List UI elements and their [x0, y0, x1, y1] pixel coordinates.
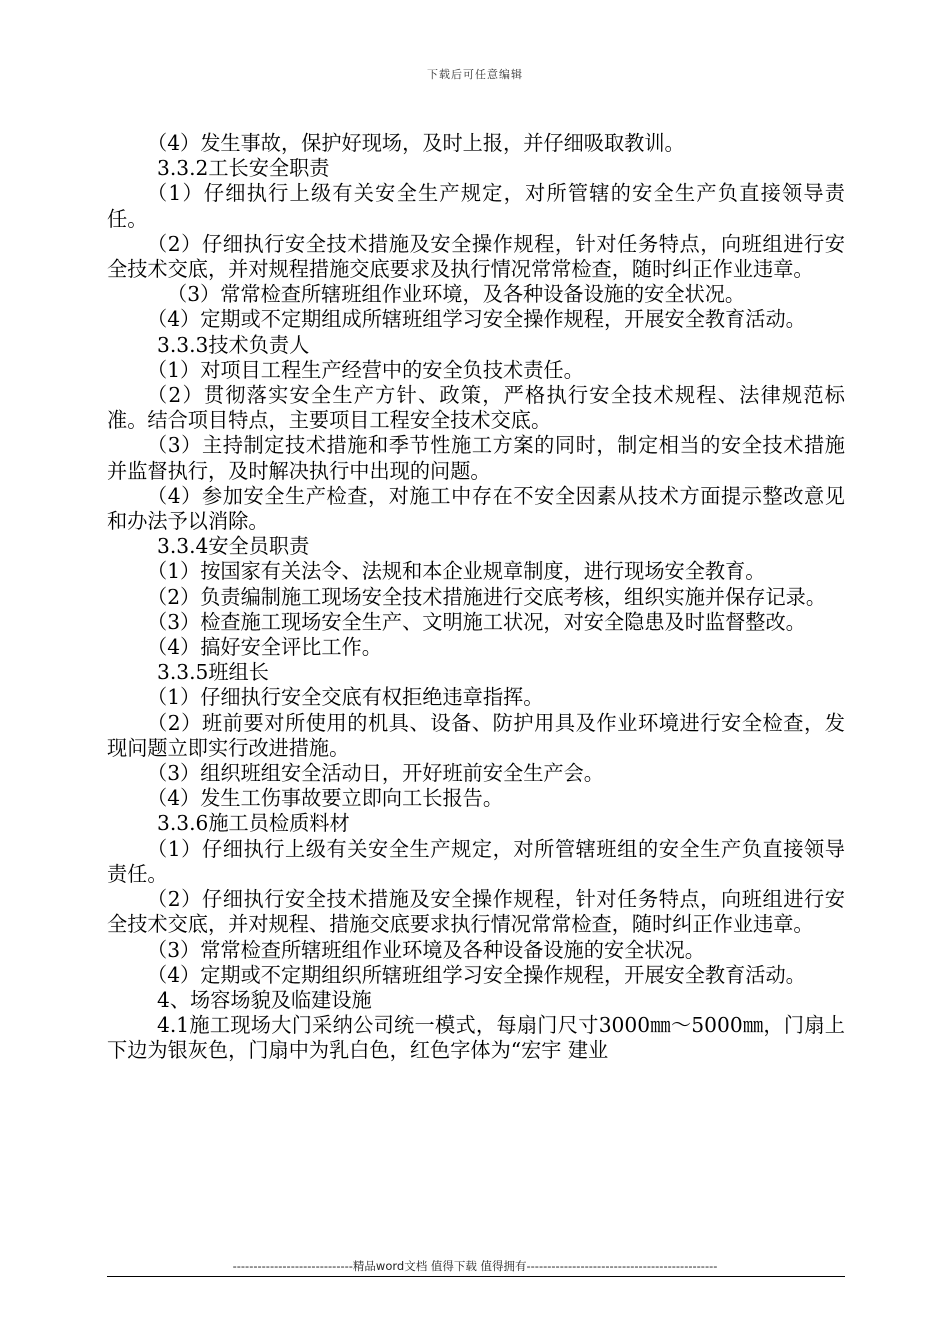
- paragraph: （2）负责编制施工现场安全技术措施进行交底考核，组织实施并保存记录。: [147, 584, 827, 609]
- page-header: 下载后可任意编辑: [427, 68, 523, 81]
- paragraph: （1）对项目工程生产经营中的安全负技术责任。: [147, 357, 584, 382]
- paragraph: （4）定期或不定期组织所辖班组学习安全操作规程，开展安全教育活动。: [147, 962, 806, 987]
- paragraph: （2）仔细执行安全技术措施及安全操作规程，针对任务特点，向班组进行安全技术交底，并对规程措施交底要求及执行情况常常检查，随时纠正作业违章。: [107, 231, 845, 282]
- paragraph: （2）仔细执行安全技术措施及安全操作规程，针对任务特点，向班组进行安全技术交底，并对规程、措施交底要求执行情况常常检查，随时纠正作业违章。: [107, 887, 845, 937]
- paragraph: （3）主持制定技术措施和季节性施工方案的同时，制定相当的安全技术措施并监督执行，及时解决执行中出现的问题。: [107, 433, 845, 483]
- paragraph: （4）定期或不定期组成所辖班组学习安全操作规程，开展安全教育活动。: [147, 307, 806, 332]
- paragraph: （2）班前要对所使用的机具、设备、防护用具及作业环境进行安全检查，发现问题立即实行改进措施。: [107, 710, 845, 760]
- paragraph: （1）仔细执行上级有关安全生产规定，对所管辖的安全生产负直接领导责任。: [107, 181, 845, 231]
- paragraph: 3.3.2工长安全职责: [157, 156, 330, 181]
- paragraph: 3.3.3技术负责人: [157, 332, 310, 357]
- footer-rule: [107, 1276, 845, 1277]
- paragraph: （4）发生事故，保护好现场，及时上报，并仔细吸取教训。: [147, 131, 685, 155]
- paragraph: 3.3.5班组长: [157, 660, 269, 685]
- page-footer: -----------------------------精品word文档 值得下载 值得拥有----------------------------------------------: [232, 1259, 718, 1273]
- paragraph: （4）参加安全生产检查，对施工中存在不安全因素从技术方面提示整改意见和办法予以消除。: [107, 483, 845, 534]
- document-body: [107, 131, 845, 1064]
- paragraph: （2）贯彻落实安全生产方针、政策，严格执行安全技术规程、法律规范标准。结合项目特点，主要项目工程安全技术交底。: [107, 383, 845, 433]
- paragraph: （4）发生工伤事故要立即向工长报告。: [147, 786, 504, 811]
- paragraph: 3.3.6施工员检质料材: [157, 811, 350, 836]
- paragraph: （1）仔细执行上级有关安全生产规定，对所管辖班组的安全生产负直接领导责任。: [107, 836, 845, 886]
- paragraph: 3.3.4安全员职责: [157, 534, 310, 559]
- paragraph: （3）组织班组安全活动日，开好班前安全生产会。: [147, 761, 604, 786]
- paragraph: （1）按国家有关法令、法规和本企业规章制度，进行现场安全教育。: [147, 559, 766, 584]
- paragraph: 4.1施工现场大门采纳公司统一模式，每扇门尺寸3000㎜～5000㎜，门扇上下边为银灰色，门扇中为乳白色，红色字体为“宏宇 建业: [107, 1013, 845, 1063]
- paragraph: （3）常常检查所辖班组作业环境，及各种设备设施的安全状况。: [167, 282, 746, 307]
- paragraph: （3）常常检查所辖班组作业环境及各种设备设施的安全状况。: [147, 937, 705, 962]
- paragraph: （4）搞好安全评比工作。: [147, 635, 382, 660]
- paragraph: （1）仔细执行安全交底有权拒绝违章指挥。: [147, 685, 544, 710]
- paragraph: 4、场容场貌及临建设施: [157, 987, 372, 1012]
- paragraph: （3）检查施工现场安全生产、文明施工状况，对安全隐患及时监督整改。: [147, 609, 806, 634]
